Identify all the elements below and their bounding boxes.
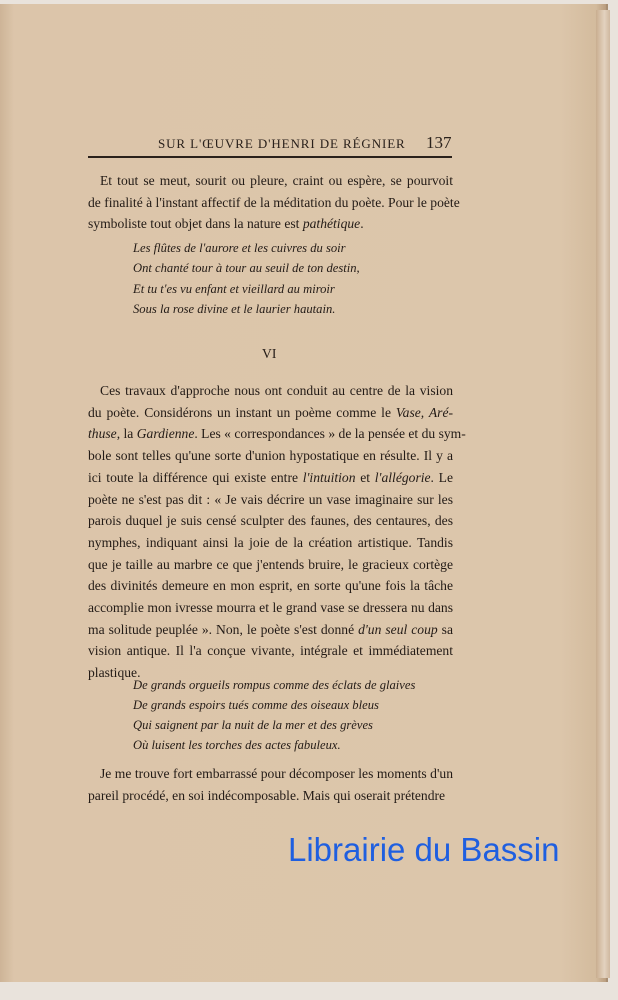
text-run: ma solitude peuplée ». Non, le poète s'est donné bbox=[88, 621, 359, 637]
para2-line bbox=[88, 405, 453, 421]
para2-line bbox=[88, 578, 453, 594]
italic-text: l'intuition bbox=[302, 469, 356, 485]
text-run: , la bbox=[116, 426, 137, 442]
text-run: pareil procédé, en soi indécomposable. Mais qui oserait prétendre bbox=[88, 788, 446, 803]
verse-line: Sous la rose divine et le laurier hautain. bbox=[133, 301, 336, 316]
text-run: nymphes, indiquant ainsi la joie de la création artistique. Tandis bbox=[88, 534, 453, 550]
text-run: poète ne s'est pas dit : « Je vais décrire un vase imaginaire sur les bbox=[88, 491, 453, 507]
para2-line bbox=[88, 622, 453, 638]
verse-line: Les flûtes de l'aurore et les cuivres du soir bbox=[133, 241, 346, 255]
text-run: Ces travaux d'approche nous ont conduit au centre de la vision bbox=[100, 383, 453, 398]
text-run: plastique. bbox=[88, 665, 141, 681]
para2-line bbox=[88, 513, 453, 529]
verse-line: Et tu t'es vu enfant et vieillard au miroir bbox=[133, 281, 335, 296]
para2-line bbox=[88, 492, 453, 508]
para1-line bbox=[100, 173, 453, 189]
text-run: et bbox=[355, 469, 375, 485]
text-run: accomplie mon ivresse mourra et le grand vase se dressera nu dans bbox=[88, 600, 453, 615]
verse-line: Où luisent les torches des actes fabuleux. bbox=[133, 738, 341, 752]
text-run: . bbox=[360, 216, 364, 231]
header-rule bbox=[88, 156, 452, 158]
text-run: parois duquel je suis censé sculpter des faunes, des centaures, des bbox=[88, 513, 453, 529]
text-run: bole sont telles qu'une sorte d'union hypostatique en résulte. Il y a bbox=[88, 448, 453, 464]
text-run: Et tout se meut, sourit ou pleure, craint ou espère, se pourvoit bbox=[100, 173, 453, 188]
italic-text: Vase, Aré- bbox=[395, 404, 454, 420]
verse-line: Ont chanté tour à tour au seuil de ton destin, bbox=[133, 261, 360, 276]
para2-line bbox=[88, 426, 466, 442]
verse-line: Qui saignent par la nuit de la mer et des grèves bbox=[133, 718, 373, 732]
text-run: du poète. Considérons un instant un poème comme le bbox=[88, 404, 396, 420]
text-run: Je me trouve fort embarrassé pour décomposer les moments d'un bbox=[100, 766, 453, 781]
para2-line bbox=[88, 643, 453, 659]
text-run: de finalité à l'instant affectif de la méditation du poète. Pour le poète bbox=[88, 195, 460, 210]
page-edge bbox=[596, 10, 610, 978]
italic-text: thuse bbox=[88, 426, 117, 442]
para2-line bbox=[88, 535, 453, 551]
text-run: symboliste tout objet dans la nature est bbox=[88, 216, 303, 231]
section-heading: VI bbox=[262, 346, 277, 361]
text-run: vision antique. Il l'a conçue vivante, intégrale et immédiatement bbox=[88, 643, 453, 659]
text-run: . Le bbox=[430, 469, 454, 485]
italic-text: l'allégorie bbox=[374, 469, 431, 485]
text-run: des divinités demeure en mon esprit, en sorte qu'une fois la tâche bbox=[88, 578, 453, 594]
italic-text: d'un seul coup bbox=[358, 621, 438, 637]
text-run: sa bbox=[437, 621, 453, 637]
running-title: SUR L'ŒUVRE D'HENRI DE RÉGNIER bbox=[158, 136, 406, 151]
italic-text: Gardienne bbox=[136, 426, 195, 442]
verse-line: De grands espoirs tués comme des oiseaux bleus bbox=[133, 698, 379, 712]
para3-line bbox=[88, 788, 453, 804]
para1-line bbox=[88, 216, 453, 232]
para2-line bbox=[88, 470, 453, 486]
para1-line bbox=[88, 195, 460, 211]
text-run: que je taille au marbre ce que j'entends bruire, le gracieux cortège bbox=[88, 556, 453, 572]
para3-line bbox=[100, 766, 453, 782]
watermark: Librairie du Bassin bbox=[288, 831, 560, 868]
text-run: . Les « correspondances » de la pensée et du sym- bbox=[194, 426, 466, 442]
page-number: 137 bbox=[426, 133, 452, 152]
text-run: ici toute la différence qui existe entre bbox=[88, 469, 303, 485]
para2-line bbox=[88, 448, 453, 464]
para2-line bbox=[88, 600, 453, 616]
italic-text: pathétique bbox=[302, 216, 361, 231]
para2-line bbox=[88, 557, 453, 573]
verse-line: De grands orgueils rompus comme des éclats de glaives bbox=[133, 678, 416, 692]
para2-line bbox=[100, 383, 453, 399]
